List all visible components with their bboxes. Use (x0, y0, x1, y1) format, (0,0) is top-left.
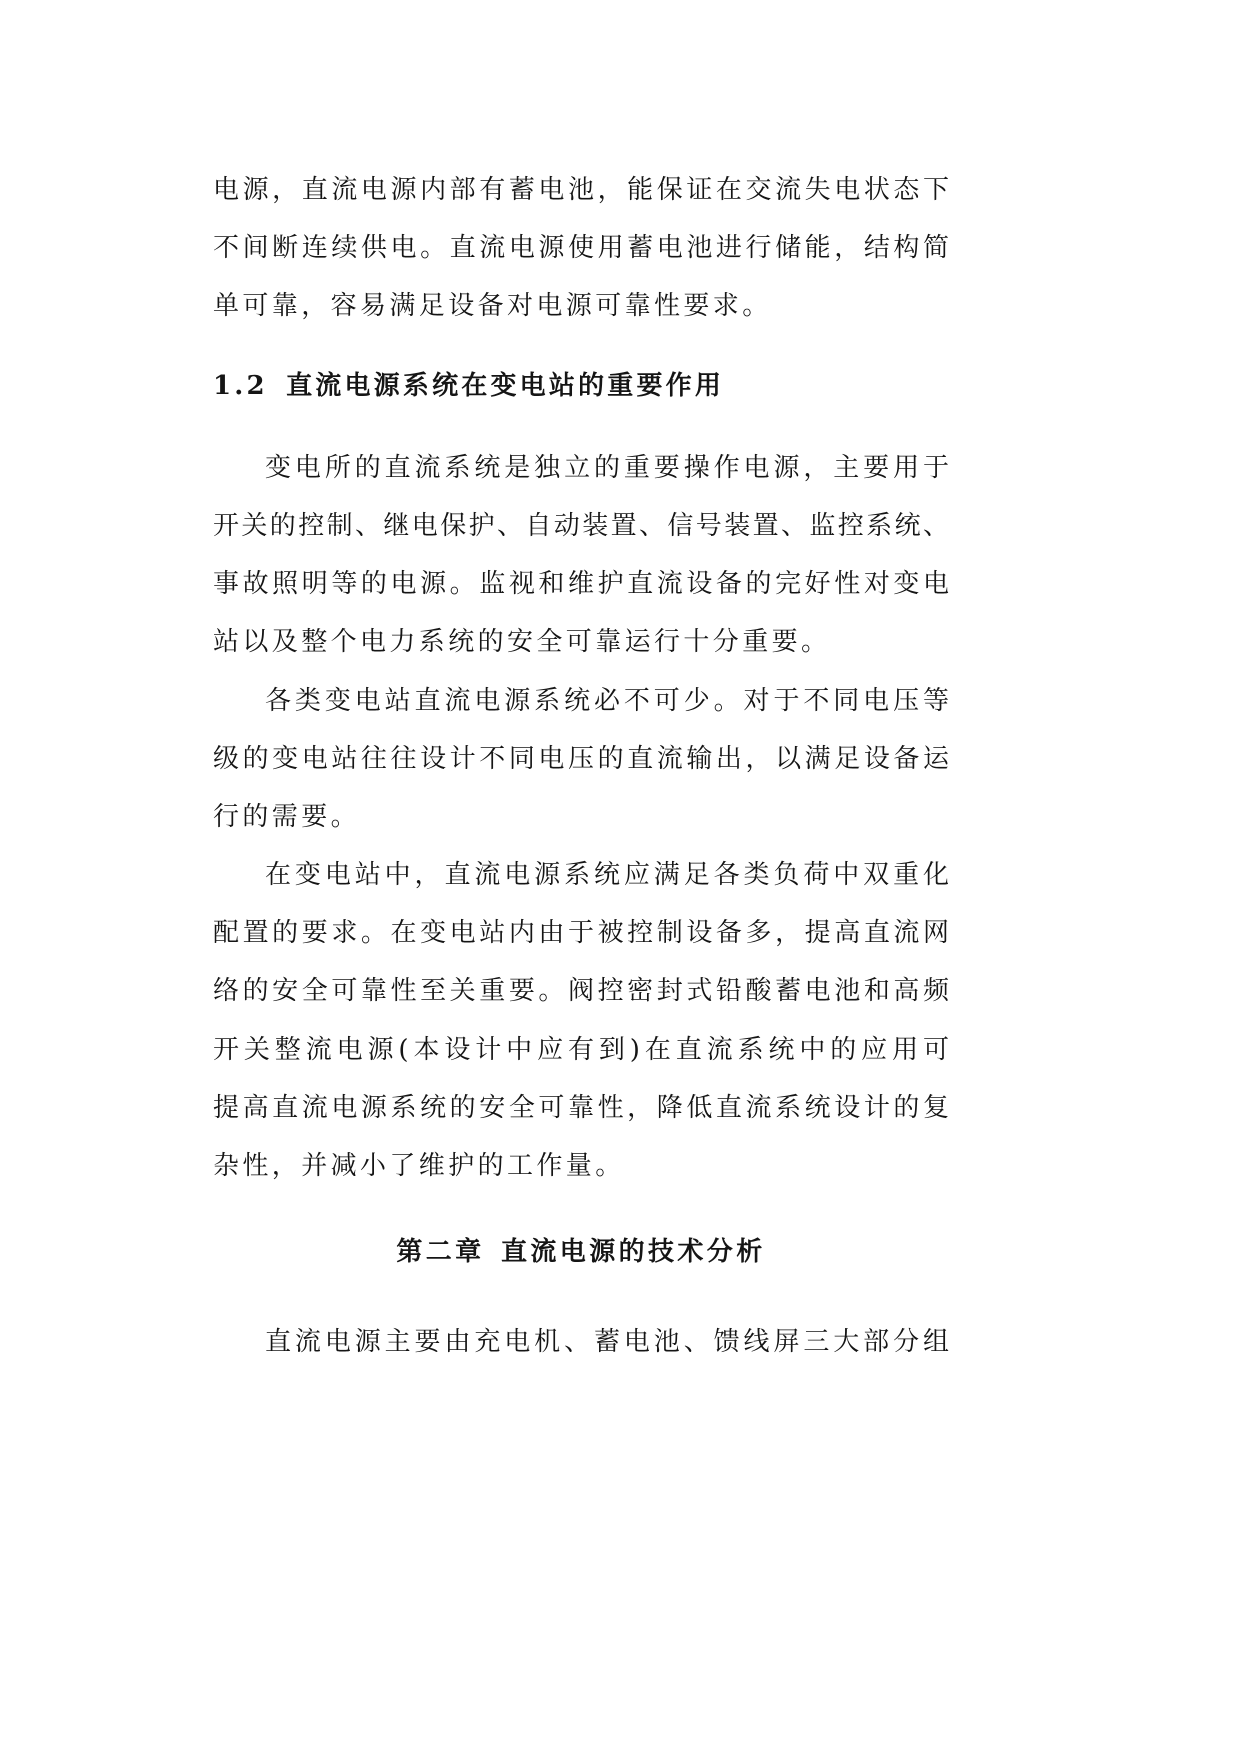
section-heading: 1.2 直流电源系统在变电站的重要作用 (213, 370, 725, 401)
paragraph-continuation (213, 161, 949, 336)
text-line: 级的变电站往往设计不同电压的直流输出，以满足设备运 (213, 743, 949, 774)
text-column (213, 161, 949, 1372)
text-line: 变电所的直流系统是独立的重要操作电源，主要用于 (265, 452, 949, 483)
text-line: 单可靠，容易满足设备对电源可靠性要求。 (213, 291, 772, 322)
text-line: 杂性，并减小了维护的工作量。 (213, 1151, 625, 1181)
text-line: 在变电站中，直流电源系统应满足各类负荷中双重化 (265, 860, 949, 891)
text-line: 电源，直流电源内部有蓄电池，能保证在交流失电状态下 (213, 175, 949, 205)
text-line: 开关的控制、继电保护、自动装置、信号装置、监控系统、 (213, 510, 949, 541)
text-line: 事故照明等的电源。监视和维护直流设备的完好性对变电 (213, 569, 949, 600)
text-line: 提高直流电源系统的安全可靠性，降低直流系统设计的复 (213, 1092, 949, 1123)
chapter-heading: 第二章 直流电源的技术分析 (396, 1237, 766, 1268)
text-line: 络的安全可靠性至关重要。阀控密封式铅酸蓄电池和高频 (213, 976, 949, 1007)
paragraph (213, 439, 949, 672)
text-line: 直流电源主要由充电机、蓄电池、馈线屏三大部分组 (265, 1327, 949, 1358)
text-line: 不间断连续供电。直流电源使用蓄电池进行储能，结构简 (213, 233, 949, 264)
text-line: 站以及整个电力系统的安全可靠运行十分重要。 (213, 627, 831, 658)
text-line: 各类变电站直流电源系统必不可少。对于不同电压等 (265, 685, 949, 716)
paragraph (213, 1313, 949, 1371)
paragraph (213, 846, 949, 1195)
paragraph (213, 672, 949, 847)
text-line: 行的需要。 (213, 801, 361, 832)
text-line: 配置的要求。在变电站内由于被控制设备多，提高直流网 (213, 918, 949, 949)
text-line: 开关整流电源(本设计中应有到)在直流系统中的应用可 (213, 1034, 949, 1065)
